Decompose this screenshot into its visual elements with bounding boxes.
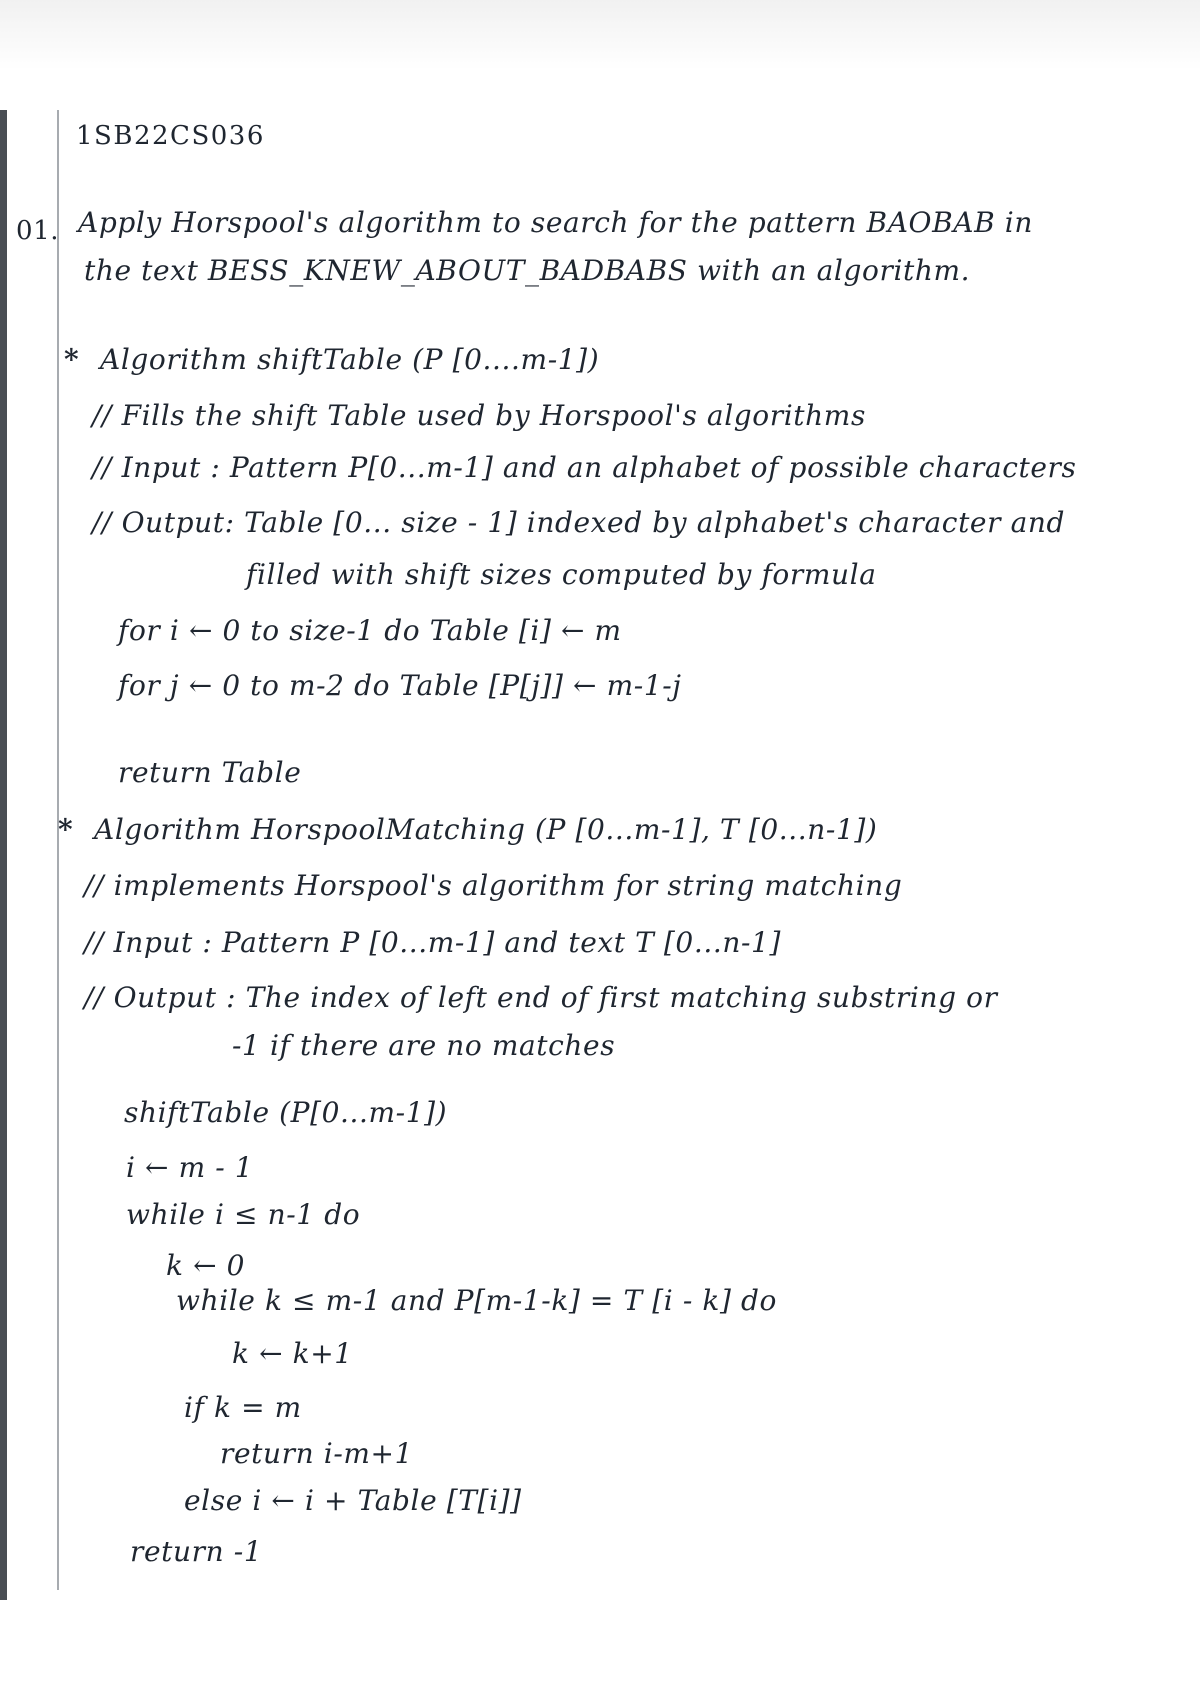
star-bullet-icon: * — [58, 813, 74, 846]
shift-table-line-5: for i ← 0 to size-1 do Table [i] ← m — [118, 614, 622, 647]
shift-table-title: Algorithm shiftTable (P [0....m-1]) — [100, 343, 600, 376]
star-bullet-icon: * — [64, 343, 80, 376]
horspool-title: Algorithm HorspoolMatching (P [0...m-1], T [0...n-1]) — [94, 813, 878, 846]
question-line-1: Apply Horspool's algorithm to search for the pattern BAOBAB in — [78, 206, 1033, 239]
horspool-line-11: if k = m — [184, 1391, 302, 1424]
horspool-line-1: // implements Horspool's algorithm for string matching — [84, 869, 903, 902]
horspool-line-14: return -1 — [130, 1535, 263, 1568]
horspool-line-8: k ← 0 — [166, 1249, 246, 1282]
horspool-line-12: return i-m+1 — [220, 1437, 414, 1470]
horspool-line-4: -1 if there are no matches — [232, 1029, 616, 1062]
shift-table-line-2: // Input : Pattern P[0...m-1] and an alphabet of possible characters — [92, 451, 1077, 484]
horspool-line-6: i ← m - 1 — [126, 1151, 254, 1184]
horspool-line-10: k ← k+1 — [232, 1337, 353, 1370]
page-top-shadow — [0, 0, 1200, 70]
horspool-line-3: // Output : The index of left end of first matching substring or — [84, 981, 998, 1014]
horspool-line-13: else i ← i + Table [T[i]] — [184, 1484, 522, 1517]
horspool-line-2: // Input : Pattern P [0...m-1] and text T [0...n-1] — [84, 926, 781, 959]
question-line-2: the text BESS_KNEW_ABOUT_BADBABS with an algorithm. — [84, 254, 971, 287]
shift-table-line-7: return Table — [118, 756, 302, 789]
horspool-line-9: while k ≤ m-1 and P[m-1-k] = T [i - k] do — [176, 1284, 777, 1317]
shift-table-line-1: // Fills the shift Table used by Horspool's algorithms — [92, 399, 866, 432]
student-id: 1SB22CS036 — [76, 121, 265, 151]
margin-line — [57, 110, 59, 1590]
binding-edge — [0, 110, 7, 1600]
horspool-line-5: shiftTable (P[0...m-1]) — [124, 1096, 448, 1129]
shift-table-line-6: for j ← 0 to m-2 do Table [P[j]] ← m-1-j — [118, 669, 682, 702]
horspool-line-7: while i ≤ n-1 do — [126, 1198, 361, 1231]
shift-table-line-4: filled with shift sizes computed by formula — [246, 558, 877, 591]
shift-table-line-3: // Output: Table [0... size - 1] indexed by alphabet's character and — [92, 506, 1066, 539]
question-number: 01. — [16, 216, 60, 246]
